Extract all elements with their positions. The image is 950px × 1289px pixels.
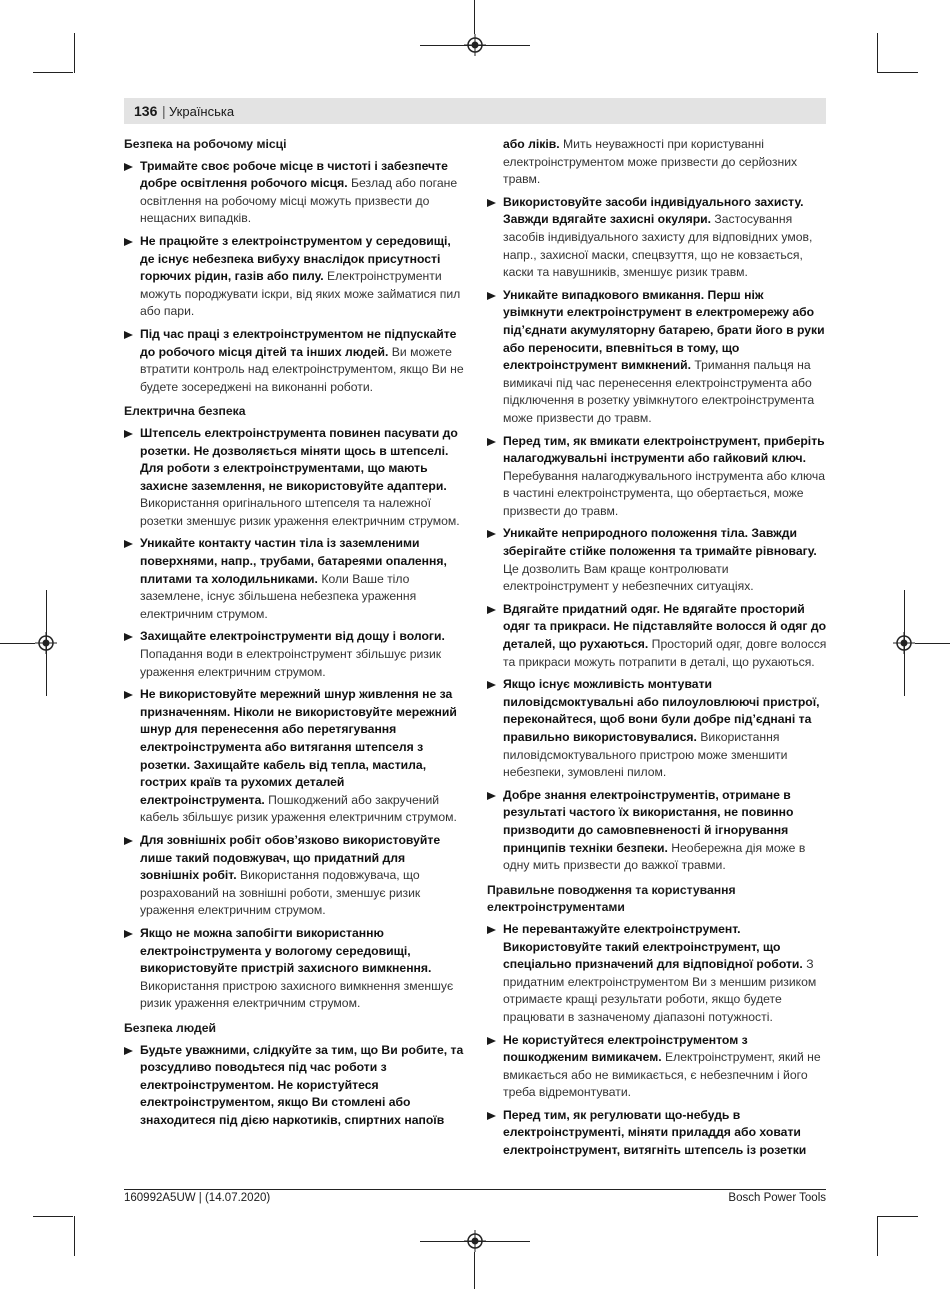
footer-rule — [124, 1189, 826, 1190]
section-heading: Безпека на робочому місці — [124, 137, 287, 151]
triangle-bullet-icon — [124, 331, 133, 339]
list-item — [487, 601, 827, 671]
triangle-bullet-icon — [487, 926, 496, 934]
triangle-bullet-icon — [124, 691, 133, 699]
item-text: Просторий одяг, довге волосся та прикраси можуть потрапити в деталі, що рухаються. — [503, 637, 827, 669]
item-bold-text: Якщо не можна запобігти використанню електроінструмента у вологому середовищі, використовуйте пристрій захисного вимкнення. — [140, 925, 432, 976]
header-separator: | — [162, 103, 166, 119]
triangle-bullet-icon — [487, 1112, 496, 1120]
triangle-bullet-icon — [487, 1037, 496, 1045]
item-bold-text: Перед тим, як вмикати електроінструмент, приберіть налагоджувальні інструменти або гайковий ключ. — [503, 433, 825, 466]
item-bold-text: Не працюйте з електроінструментом у середовищі, де існує небезпека вибуху внаслідок присутності горючих рідин, газів або пилу. — [140, 233, 451, 284]
item-bold-text: або ліків. — [503, 137, 560, 151]
list-item — [487, 676, 827, 782]
item-bold-text: Не використовуйте мережний шнур живлення не за призначенням. Ніколи не використовуйте мережний шнур для перенесення або перетягування електроінструмента або витягання штепселя з розетки. Захищайте кабель від тепла, мастила, гострих країв та рухомих деталей електроінструмента. — [140, 687, 457, 807]
section-heading: Електрична безпека — [124, 404, 246, 419]
page-header — [124, 98, 826, 124]
crop-mark — [420, 1241, 530, 1242]
crop-mark — [915, 643, 950, 644]
list-item — [487, 433, 827, 521]
list-item — [124, 425, 464, 531]
list-item — [124, 832, 464, 920]
item-text: Перебування налагоджувального інструмента або ключа в частині електроінструмента, що обертається, може призвести до травм. — [503, 468, 826, 518]
list-item — [487, 787, 827, 875]
item-text: Безлад або погане освітлення на робочому місці можуть призвести до нещасних випадків. — [140, 176, 458, 226]
item-text: З придатним електроінструментом Ви з меншим ризиком отримаєте кращі результати роботи, якщо будете працювати в зазначеному діапазоні потужності. — [503, 957, 817, 1024]
item-text: Електроінструменти можуть породжувати іскри, від яких може займатися пил або пари. — [140, 269, 461, 319]
list-item — [124, 925, 464, 1013]
triangle-bullet-icon — [487, 199, 496, 207]
list-item — [487, 921, 827, 1027]
item-bold-text: Захищайте електроінструменти від дощу і вологи. — [140, 629, 445, 644]
item-text: Ви можете втратити контроль над електроінструментом, якщо Ви не будете зосереджені на виконанні роботи. — [140, 344, 464, 394]
crop-mark — [420, 45, 530, 46]
item-text: Використання пиловідсмоктувального пристрою може зменшити небезпеки, зумовлені пилом. — [503, 730, 788, 780]
item-text: Пошкоджений або закручений кабель збільшує ризик ураження електричним струмом. — [140, 792, 457, 825]
right-column — [487, 136, 827, 1165]
crop-mark — [904, 590, 905, 696]
section-heading: Безпека людей — [124, 1020, 216, 1035]
list-item — [124, 686, 464, 827]
crop-mark — [33, 72, 73, 73]
footer-brand: Bosch Power Tools — [728, 1192, 826, 1204]
list-item — [487, 194, 827, 282]
triangle-bullet-icon — [487, 292, 496, 300]
list-item — [124, 1042, 464, 1130]
crop-mark — [878, 1216, 918, 1217]
crop-mark — [474, 1252, 475, 1289]
triangle-bullet-icon — [124, 163, 133, 171]
crop-mark — [877, 1216, 878, 1256]
item-text: Використання подовжувача, що розрахований на зовнішні роботи, зменшує ризик ураження електричним струмом. — [140, 868, 421, 918]
item-bold-text: Якщо існує можливість монтувати пиловідсмоктувальні або пилоуловлюючі пристрої, переконайтеся, щоб вони були добре під’єднані та правильно використовувалися. — [503, 677, 820, 744]
list-item — [124, 233, 464, 321]
triangle-bullet-icon — [487, 438, 496, 446]
crop-mark — [33, 1216, 73, 1217]
list-item — [124, 158, 464, 228]
crop-mark — [0, 643, 35, 644]
item-bold-text: Тримайте своє робоче місце в чистоті і забезпечте добре освітлення робочого місця. — [140, 158, 448, 191]
item-text: Тримання пальця на вимикачі під час перенесення електроінструмента або підключення в розетку увімкнутого електроінструмента може призвести до травм. — [503, 358, 815, 425]
triangle-bullet-icon — [124, 1047, 133, 1055]
language-label: Українська — [169, 104, 235, 119]
crop-mark — [878, 72, 918, 73]
triangle-bullet-icon — [124, 238, 133, 246]
list-item — [487, 1032, 827, 1102]
crop-mark — [877, 33, 878, 73]
item-text: Електроінструмент, який не вмикається або не вимикається, є небезпечним і його треба відремонтувати. — [503, 1050, 821, 1100]
list-item — [487, 1107, 827, 1160]
page-number: 136 — [134, 103, 158, 119]
list-item — [124, 628, 464, 681]
list-item — [487, 525, 827, 595]
list-item — [487, 287, 827, 428]
triangle-bullet-icon — [124, 930, 133, 938]
item-bold-text: Не перевантажуйте електроінструмент. Використовуйте такий електроінструмент, що спеціально призначений для відповідної роботи. — [503, 921, 803, 972]
triangle-bullet-icon — [487, 681, 496, 689]
item-bold-text: Для зовнішніх робіт обов’язково використовуйте лише такий подовжувач, що придатний для зовнішніх робіт. — [140, 832, 441, 883]
item-bold-text: Уникайте контакту частин тіла із заземленими поверхнями, напр., трубами, батареями опалення, плитами та холодильниками. — [140, 536, 447, 586]
triangle-bullet-icon — [124, 837, 133, 845]
triangle-bullet-icon — [124, 633, 133, 641]
triangle-bullet-icon — [487, 792, 496, 800]
crop-mark — [474, 0, 475, 34]
triangle-bullet-icon — [124, 430, 133, 438]
item-bold-text: Перед тим, як регулювати що-небудь в електроінструменті, міняти приладдя або ховати електроінструмент, витягніть штепсель із розетки — [503, 1107, 807, 1158]
list-item — [124, 535, 464, 623]
item-text: Використання оригінального штепселя та належної розетки зменшує ризик ураження електричним струмом. — [140, 496, 460, 528]
crop-mark — [46, 590, 47, 696]
item-text: Необережна дія може в одну мить призвести до важкої травми. — [503, 840, 806, 873]
item-text: Використання пристрою захисного вимкнення зменшує ризик ураження електричним струмом. — [140, 978, 454, 1011]
item-text: Мить неуважності при користуванні електроінструментом може призвести до серйозних травм. — [503, 137, 798, 187]
triangle-bullet-icon — [487, 606, 496, 614]
item-text: Попадання води в електроінструмент збільшує ризик ураження електричним струмом. — [140, 647, 442, 679]
item-bold-text: Вдягайте придатний одяг. Не вдягайте просторий одяг та прикраси. Не підставляйте волосся й одяг до деталей, що рухаються. — [503, 601, 827, 652]
item-text: Це дозволить Вам краще контролювати електроінструмент у небезпечних ситуаціях. — [503, 561, 754, 594]
item-bold-text: Використовуйте засоби індивідуального захисту. Завжди вдягайте захисні окуляри. — [503, 194, 804, 227]
item-bold-text: Уникайте випадкового вмикання. Перш ніж увімкнути електроінструмент в електромережу або під’єднати акумуляторну батарею, брати його в руки або переносити, впевніться в тому, що електроінструмент вимкнений. — [503, 287, 825, 373]
footer-document-id: 160992A5UW | (14.07.2020) — [124, 1192, 271, 1204]
list-item — [124, 326, 464, 396]
item-bold-text: Добре знання електроінструментів, отримане в результаті частого їх використання, не повинно призводити до самовпевненості й ігнорування принципів техніки безпеки. — [503, 787, 794, 855]
item-bold-text: Штепсель електроінструмента повинен пасувати до розетки. Не дозволяється міняти щось в штепселі. Для роботи з електроінструментами, що мають захисне заземлення, не використовуйте адаптери. — [140, 425, 458, 493]
triangle-bullet-icon — [124, 540, 133, 548]
item-bold-text: Будьте уважними, слідкуйте за тим, що Ви робите, та розсудливо поводьтеся під час роботи з електроінструментом. Не користуйтеся електроінструментом, якщо Ви стомлені або знаходитеся під дією наркотиків, спиртних напоїв — [140, 1042, 464, 1127]
triangle-bullet-icon — [487, 530, 496, 538]
section-heading: Правильне поводження та користування електроінструментами — [487, 882, 736, 915]
item-bold-text: Уникайте неприродного положення тіла. Завжди зберігайте стійке положення та тримайте рівновагу. — [503, 526, 817, 559]
crop-mark — [74, 1216, 75, 1256]
item-bold-text: Не користуйтеся електроінструментом з пошкодженим вимикачем. — [503, 1032, 748, 1065]
item-text: Коли Ваше тіло заземлене, існує збільшена небезпека ураження електричним струмом. — [140, 571, 417, 621]
item-bold-text: Під час праці з електроінструментом не підпускайте до робочого місця дітей та інших людей. — [140, 326, 457, 359]
crop-mark — [74, 33, 75, 73]
item-text: Застосування засобів індивідуального захисту для відповідних умов, напр., захисної маски, спецвзуття, що не ковзається, каски та навушників, зменшує ризик травм. — [503, 212, 813, 280]
left-column — [124, 136, 464, 1134]
continued-paragraph — [487, 136, 827, 189]
